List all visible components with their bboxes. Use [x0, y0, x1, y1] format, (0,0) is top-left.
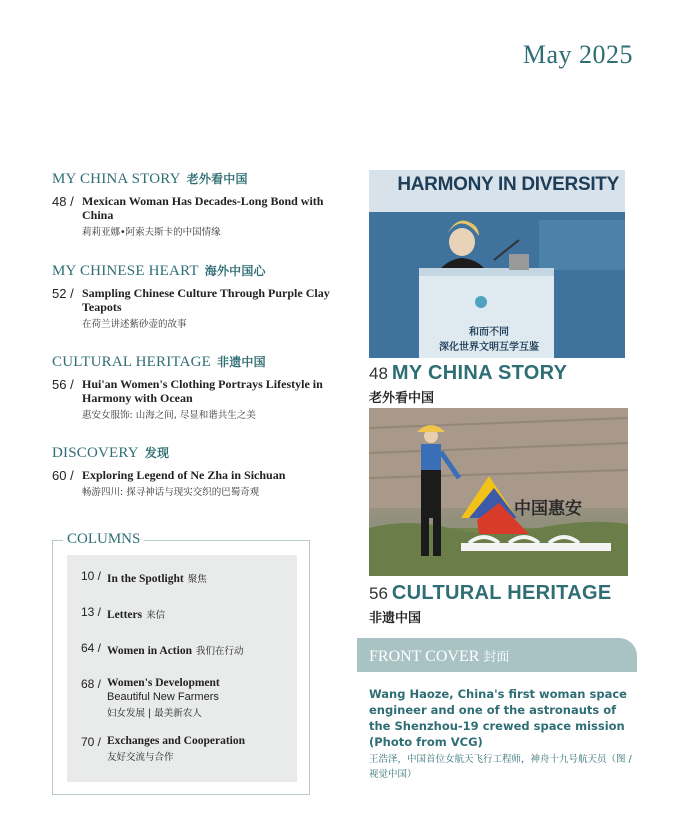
- feature-title: MY CHINA STORY: [391, 362, 568, 384]
- page-number: 48: [369, 364, 388, 383]
- section-my-china-story: [52, 170, 337, 238]
- article-title: Mexican Woman Has Decades-Long Bond with China: [82, 194, 324, 222]
- article-title-cn: 莉莉亚娜•阿索夫斯卡的中国情缘: [82, 227, 221, 238]
- column-title: In the Spotlight: [107, 573, 184, 585]
- column-title-cn: 我们在行动: [195, 646, 244, 657]
- photo-banner-text: HARMONY IN DIVERSITY: [397, 174, 619, 195]
- toc-entry[interactable]: [52, 468, 337, 498]
- article-title-cn: 畅游四川: 探寻神话与现实交织的巴蜀奇观: [82, 487, 260, 498]
- page-number: 52 /: [52, 286, 74, 301]
- huian-illustration: [369, 408, 628, 576]
- column-title-cn: 妇女发展 | 最美新农人: [107, 708, 202, 719]
- toc-entry[interactable]: [52, 194, 337, 238]
- column-subtitle: Beautiful New Farmers: [107, 691, 219, 703]
- section-discovery: [52, 444, 337, 498]
- section-title: MY CHINESE HEART 海外中国心: [52, 263, 266, 279]
- section-cultural-heritage: [52, 353, 337, 421]
- article-title-cn: 惠安女服饰: 山海之间, 尽显和谐共生之美: [82, 410, 256, 421]
- front-cover-header: [357, 638, 637, 672]
- article-title-cn: 在荷兰讲述紫砂壶的故事: [82, 319, 187, 330]
- feature-photo-speaker[interactable]: [369, 170, 625, 358]
- cover-caption-cn: 王浩泽，中国首位女航天飞行工程师，神舟十九号航天员（图 / 视觉中国）: [369, 754, 632, 780]
- podium-text: 和而不同 深化世界文明互学互鉴: [439, 327, 539, 353]
- article-title: Hui'an Women's Clothing Portrays Lifestyle in Harmony with Ocean: [82, 377, 323, 405]
- page-number: 64 /: [80, 641, 101, 655]
- toc-entry[interactable]: [52, 377, 337, 421]
- article-title: Exploring Legend of Ne Zha in Sichuan: [82, 468, 286, 482]
- section-title: DISCOVERY 发现: [52, 445, 170, 461]
- toc-entry[interactable]: [52, 286, 337, 330]
- feature-title: CULTURAL HERITAGE: [391, 582, 612, 604]
- page-number: 70 /: [80, 735, 101, 749]
- page-number: 10 /: [80, 569, 101, 583]
- column-title: Women's Development: [107, 677, 220, 689]
- page-number: 56 /: [52, 377, 74, 392]
- article-title: Sampling Chinese Culture Through Purple Clay Teapots: [82, 286, 330, 314]
- feature-caption-56[interactable]: [369, 582, 611, 626]
- sign-text: 中国惠安: [514, 499, 582, 519]
- issue-date: May 2025: [522, 40, 633, 69]
- front-cover-description: [369, 686, 634, 782]
- column-item[interactable]: [77, 735, 287, 763]
- section-title: MY CHINA STORY 老外看中国: [52, 171, 248, 187]
- column-title-cn: 友好交流与合作: [107, 752, 174, 763]
- page-number: 48 /: [52, 194, 74, 209]
- front-cover-title: FRONT COVER 封面: [369, 648, 510, 665]
- column-title-cn: 聚焦: [187, 574, 207, 585]
- columns-list: [67, 555, 297, 782]
- column-item[interactable]: [77, 641, 287, 659]
- page-number: 56: [369, 584, 388, 603]
- section-my-chinese-heart: [52, 262, 337, 330]
- section-title: CULTURAL HERITAGE 非遗中国: [52, 354, 266, 370]
- page-number: 68 /: [80, 677, 101, 691]
- columns-title: COLUMNS: [63, 531, 144, 548]
- feature-title-cn: 老外看中国: [369, 391, 435, 406]
- page-number: 13 /: [80, 605, 101, 619]
- column-title: Letters: [107, 609, 143, 621]
- feature-title-cn: 非遗中国: [369, 611, 422, 626]
- column-title: Exchanges and Cooperation: [107, 735, 246, 747]
- columns-box: [52, 531, 310, 795]
- cover-caption-en: Wang Haoze, China's first woman space engineer and one of the astronauts of the Shenzhou-19 crewed space mission (Photo from VCG): [369, 687, 627, 749]
- column-title-cn: 来信: [146, 610, 166, 621]
- column-item[interactable]: [77, 677, 287, 719]
- feature-caption-48[interactable]: [369, 362, 567, 406]
- column-title: Women in Action: [107, 645, 192, 657]
- feature-photo-huian[interactable]: [369, 408, 628, 576]
- column-item[interactable]: [77, 605, 287, 623]
- column-item[interactable]: [77, 569, 287, 587]
- page-number: 60 /: [52, 468, 74, 483]
